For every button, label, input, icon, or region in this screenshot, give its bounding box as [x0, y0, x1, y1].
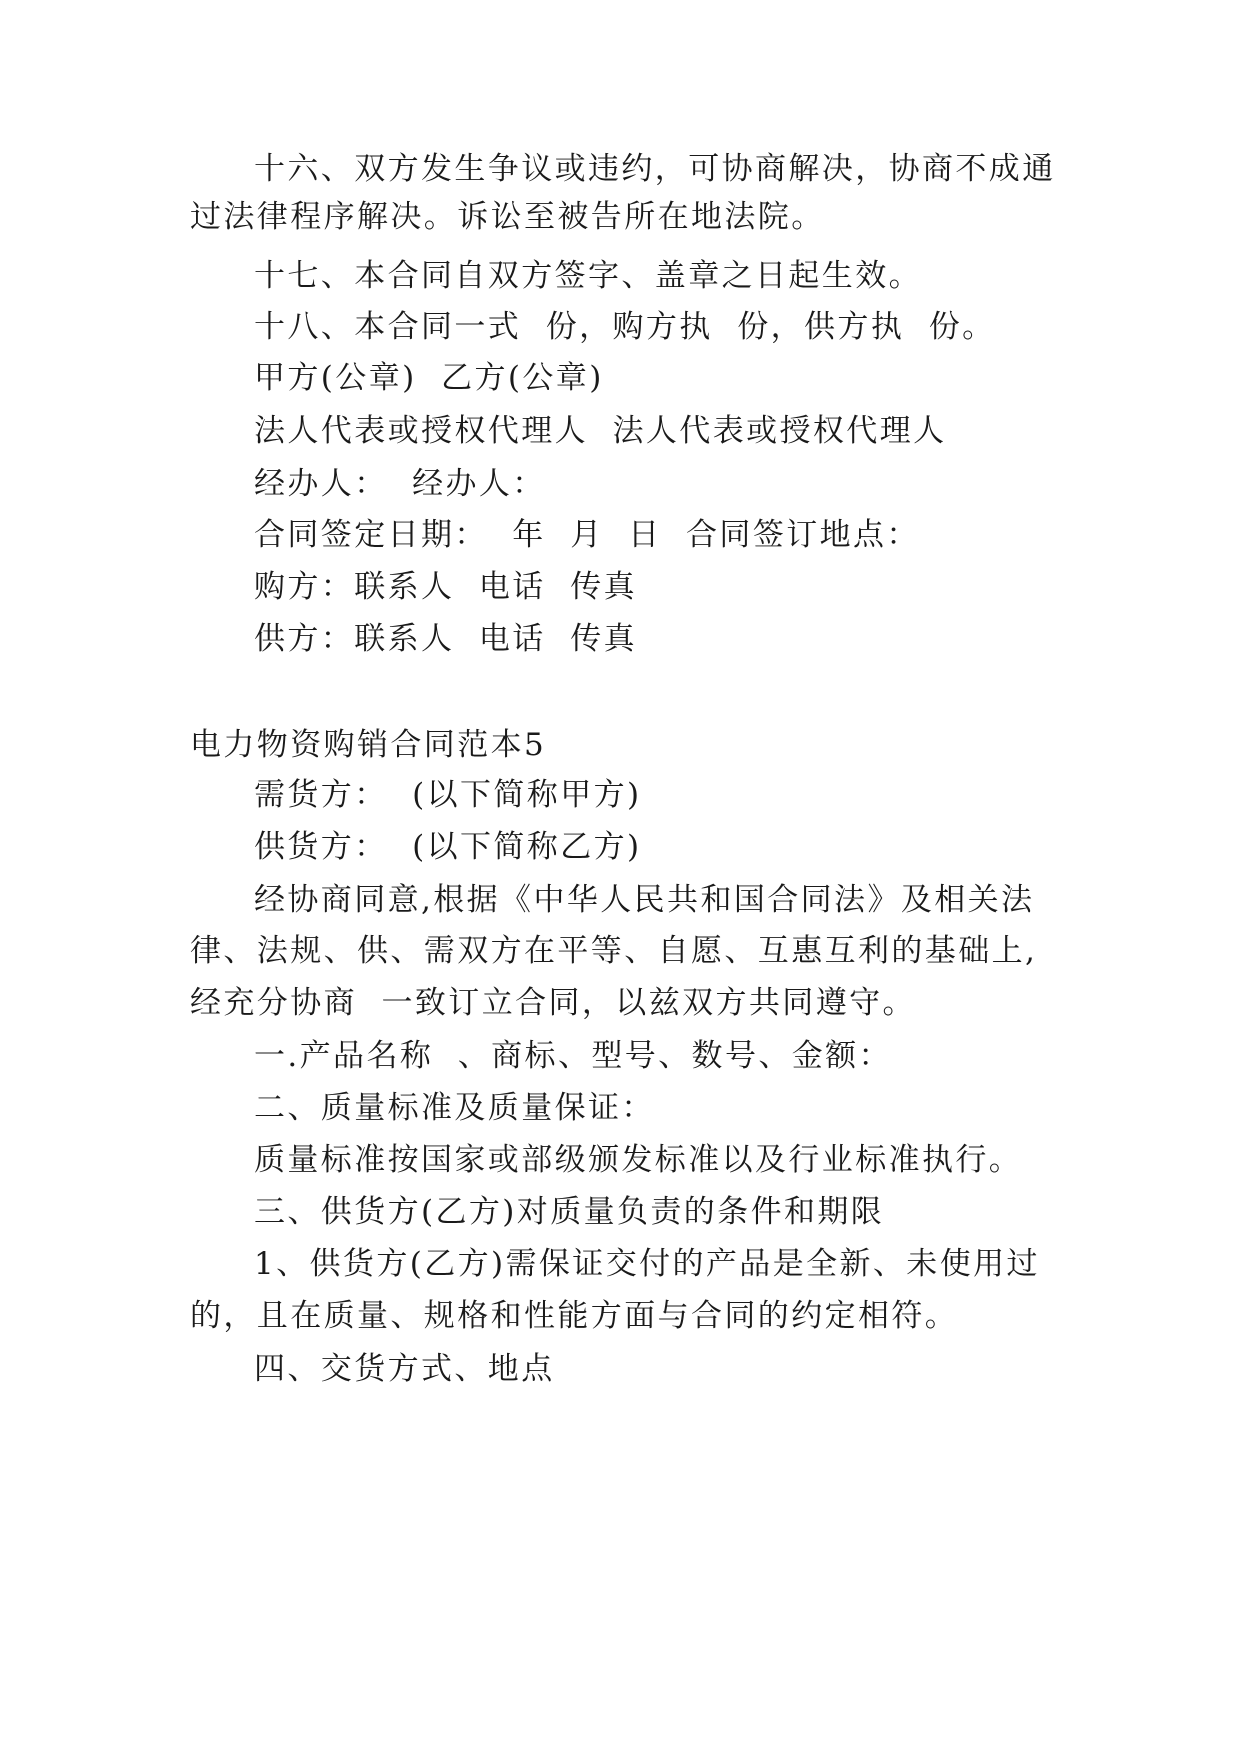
clause-18: 十八、本合同一式 份，购方执 份，供方执 份。 — [254, 309, 996, 345]
buyer-contact: 购方：联系人 电话 传真 — [254, 569, 638, 605]
preamble-line-3: 经充分协商 一致订立合同，以兹双方共同遵守。 — [190, 985, 916, 1021]
demand-party: 需货方： (以下简称甲方) — [254, 777, 642, 813]
clause-16-line-1: 十六、双方发生争议或违约，可协商解决，协商不成通 — [254, 151, 1056, 187]
signing-date-place: 合同签定日期： 年 月 日 合同签订地点： — [254, 517, 920, 553]
clause-16-line-2: 过法律程序解决。诉讼至被告所在地法院。 — [190, 199, 825, 235]
article-2: 二、质量标准及质量保证： — [254, 1090, 655, 1126]
party-seals: 甲方(公章) 乙方(公章) — [254, 360, 604, 396]
article-1: 一.产品名称 、商标、型号、数号、金额： — [254, 1038, 892, 1074]
supplier-contact: 供方：联系人 电话 传真 — [254, 621, 638, 657]
preamble-line-1: 经协商同意,根据《中华人民共和国合同法》及相关法 — [254, 882, 1035, 918]
article-3-item-1-line-2: 的，且在质量、规格和性能方面与合同的约定相符。 — [190, 1298, 959, 1334]
article-4: 四、交货方式、地点 — [254, 1351, 555, 1387]
supply-party: 供货方： (以下简称乙方) — [254, 829, 642, 865]
preamble-line-2: 律、法规、供、需双方在平等、自愿、互惠互利的基础上, — [190, 933, 1038, 969]
quality-standard: 质量标准按国家或部级颁发标准以及行业标准执行。 — [254, 1142, 1023, 1178]
article-3: 三、供货方(乙方)对质量负责的条件和期限 — [254, 1194, 885, 1230]
clause-17: 十七、本合同自双方签字、盖章之日起生效。 — [254, 258, 922, 294]
legal-representatives: 法人代表或授权代理人 法人代表或授权代理人 — [254, 413, 947, 449]
section-title: 电力物资购销合同范本5 — [190, 727, 547, 763]
handlers: 经办人： 经办人： — [254, 466, 546, 502]
article-3-item-1-line-1: 1、供货方(乙方)需保证交付的产品是全新、未使用过 — [254, 1246, 1040, 1282]
